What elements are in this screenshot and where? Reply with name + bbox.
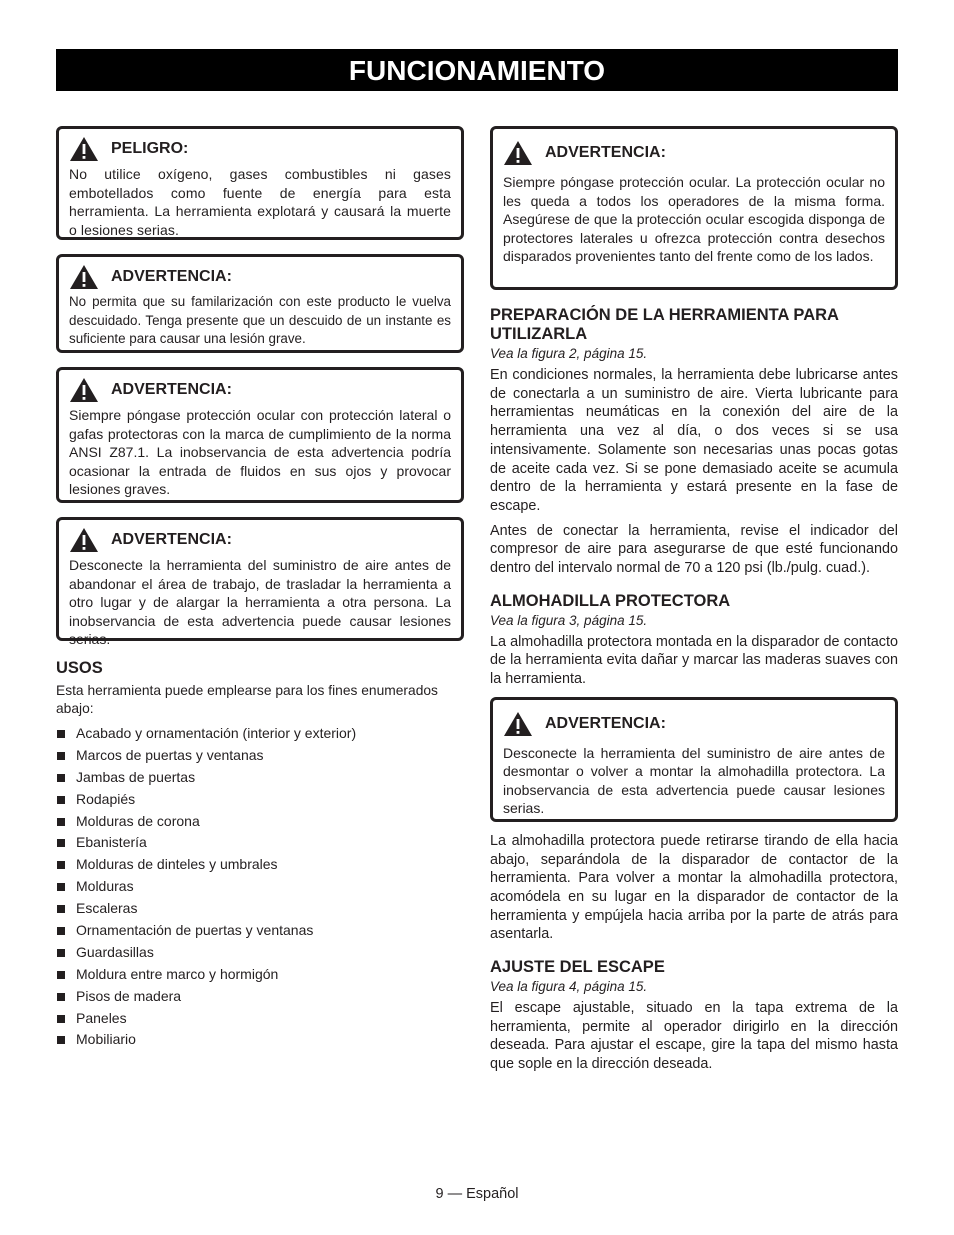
warning-box-eye-protection-fit — [490, 126, 898, 290]
warning-text: Desconecte la herramienta del suministro de aire antes de desmontar o volver a montar la almohadilla protectora. La inobservancia de esta advertencia puede causar lesiones serias. — [503, 744, 885, 817]
warning-box-disconnect — [56, 517, 464, 647]
warning-triangle-icon — [69, 136, 99, 162]
list-item: Paneles — [56, 1008, 464, 1030]
page-title: FUNCIONAMIENTO — [56, 49, 898, 91]
list-item: Molduras de corona — [56, 811, 464, 833]
warning-title: ADVERTENCIA: — [545, 144, 666, 161]
warning-text: Desconecte la herramienta del suministro de aire antes de abandonar el área de trabajo, de trasladar la herramienta a otro lugar y de alargar la herramienta a otra persona. La inobservancia de esta advertencia puede causar lesiones serias. — [69, 557, 451, 647]
almohadilla-heading: ALMOHADILLA PROTECTORA — [490, 591, 731, 610]
warning-triangle-icon — [503, 711, 533, 737]
warning-box-pad — [490, 697, 898, 822]
preparacion-figure-ref: Vea la figura 2, página 15. — [490, 346, 648, 361]
list-item: Escaleras — [56, 898, 464, 920]
list-item: Rodapiés — [56, 789, 464, 811]
preparacion-heading: PREPARACIÓN DE LA HERRAMIENTA PARA UTILIZARLA — [490, 306, 839, 343]
list-item: Molduras — [56, 876, 464, 898]
list-item: Mobiliario — [56, 1029, 464, 1051]
warning-title: ADVERTENCIA: — [111, 381, 232, 398]
warning-title: ADVERTENCIA: — [545, 714, 666, 732]
danger-title: PELIGRO: — [111, 140, 189, 157]
escape-paragraph: El escape ajustable, situado en la tapa extrema de la herramienta, permite al operador dirigirlo en la dirección deseada. Para ajustar el escape, gire la tapa del mismo hasta que sople en la dirección deseada. — [490, 1000, 898, 1073]
warning-triangle-icon — [69, 264, 99, 290]
almohadilla-paragraph-2: La almohadilla protectora puede retirarse tirando de ella hacia abajo, separándola de la disparador de contactor de la herramienta. Para volver a montar la almohadilla protectora, acomódela en su lugar en la disparador de contactor de la herramienta y empújela hacia arriba por la parte de atrás para asentarla. — [490, 832, 898, 943]
list-item: Ebanistería — [56, 832, 464, 854]
warning-text: Siempre póngase protección ocular con protección lateral o gafas protectoras con la marca de cumplimiento de la norma ANSI Z87.1. La inobservancia de esta advertencia podría ocasionar la entrada de fluidos en sus ojos y provocar lesiones graves. — [69, 407, 451, 497]
warning-triangle-icon — [69, 377, 99, 403]
warning-text: Siempre póngase protección ocular. La protección ocular no les queda a todos los operadores de la misma forma. Asegúrese de que la protección ocular escogida disponga de protectores laterales u ofrezca protección contra desechos disparados provenientes tanto del frente como de los lados. — [503, 174, 885, 264]
almohadilla-paragraph-1: La almohadilla protectora montada en la disparador de contacto de la herramienta evita dañar y marcar las maderas suaves con la herramienta. — [490, 633, 898, 688]
list-item: Ornamentación de puertas y ventanas — [56, 920, 464, 942]
warning-title: ADVERTENCIA: — [111, 531, 232, 548]
danger-box — [56, 126, 464, 240]
warning-triangle-icon — [503, 140, 533, 166]
left-column — [56, 126, 464, 1051]
usos-list — [56, 723, 464, 1051]
danger-text: No utilice oxígeno, gases combustibles ni gases embotellados como fuente de energía para esta herramienta. La herramienta explotará y causará la muerte o lesiones serias. — [69, 166, 451, 238]
list-item: Acabado y ornamentación (interior y exterior) — [56, 723, 464, 745]
list-item: Moldura entre marco y hormigón — [56, 964, 464, 986]
list-item: Pisos de madera — [56, 986, 464, 1008]
warning-box-familiarity — [56, 254, 464, 353]
warning-triangle-icon — [69, 527, 99, 553]
almohadilla-figure-ref: Vea la figura 3, página 15. — [490, 612, 648, 628]
escape-figure-ref: Vea la figura 4, página 15. — [490, 979, 648, 995]
list-item: Jambas de puertas — [56, 767, 464, 789]
list-item: Molduras de dinteles y umbrales — [56, 854, 464, 876]
list-item: Guardasillas — [56, 942, 464, 964]
list-item: Marcos de puertas y ventanas — [56, 745, 464, 767]
page-footer: 9 — Español — [435, 1186, 519, 1202]
escape-heading: AJUSTE DEL ESCAPE — [490, 958, 665, 977]
warning-title: ADVERTENCIA: — [111, 268, 232, 285]
warning-box-eye-protection — [56, 367, 464, 503]
preparacion-paragraph-1: En condiciones normales, la herramienta debe lubricarse antes de conectarla a un suministro de aire. Vierta lubricante para herramientas neumáticas en la conexión del aire de la herramienta una vez al día, o dos veces si se usa intensivamente. Solamente son necesarias unas pocas gotas de aceite cada vez. Si se pone demasiado aceite se acumula dentro de la herramienta y estará presente en la fase de escape. — [490, 367, 898, 514]
right-column — [490, 126, 898, 1080]
warning-text: No permita que su familarización con este producto le vuelva descuidado. Tenga presente que un descuido de un instante es suficiente para causar una lesión grave. — [69, 294, 451, 346]
usos-intro: Esta herramienta puede emplearse para los fines enumerados abajo: — [56, 683, 438, 716]
usos-heading: USOS — [56, 659, 103, 677]
preparacion-paragraph-2: Antes de conectar la herramienta, revise el indicador del compresor de aire para asegurarse de que esté funcionando dentro del intervalo normal de 70 a 120 psi (lb./pulg. cuad.). — [490, 522, 898, 577]
